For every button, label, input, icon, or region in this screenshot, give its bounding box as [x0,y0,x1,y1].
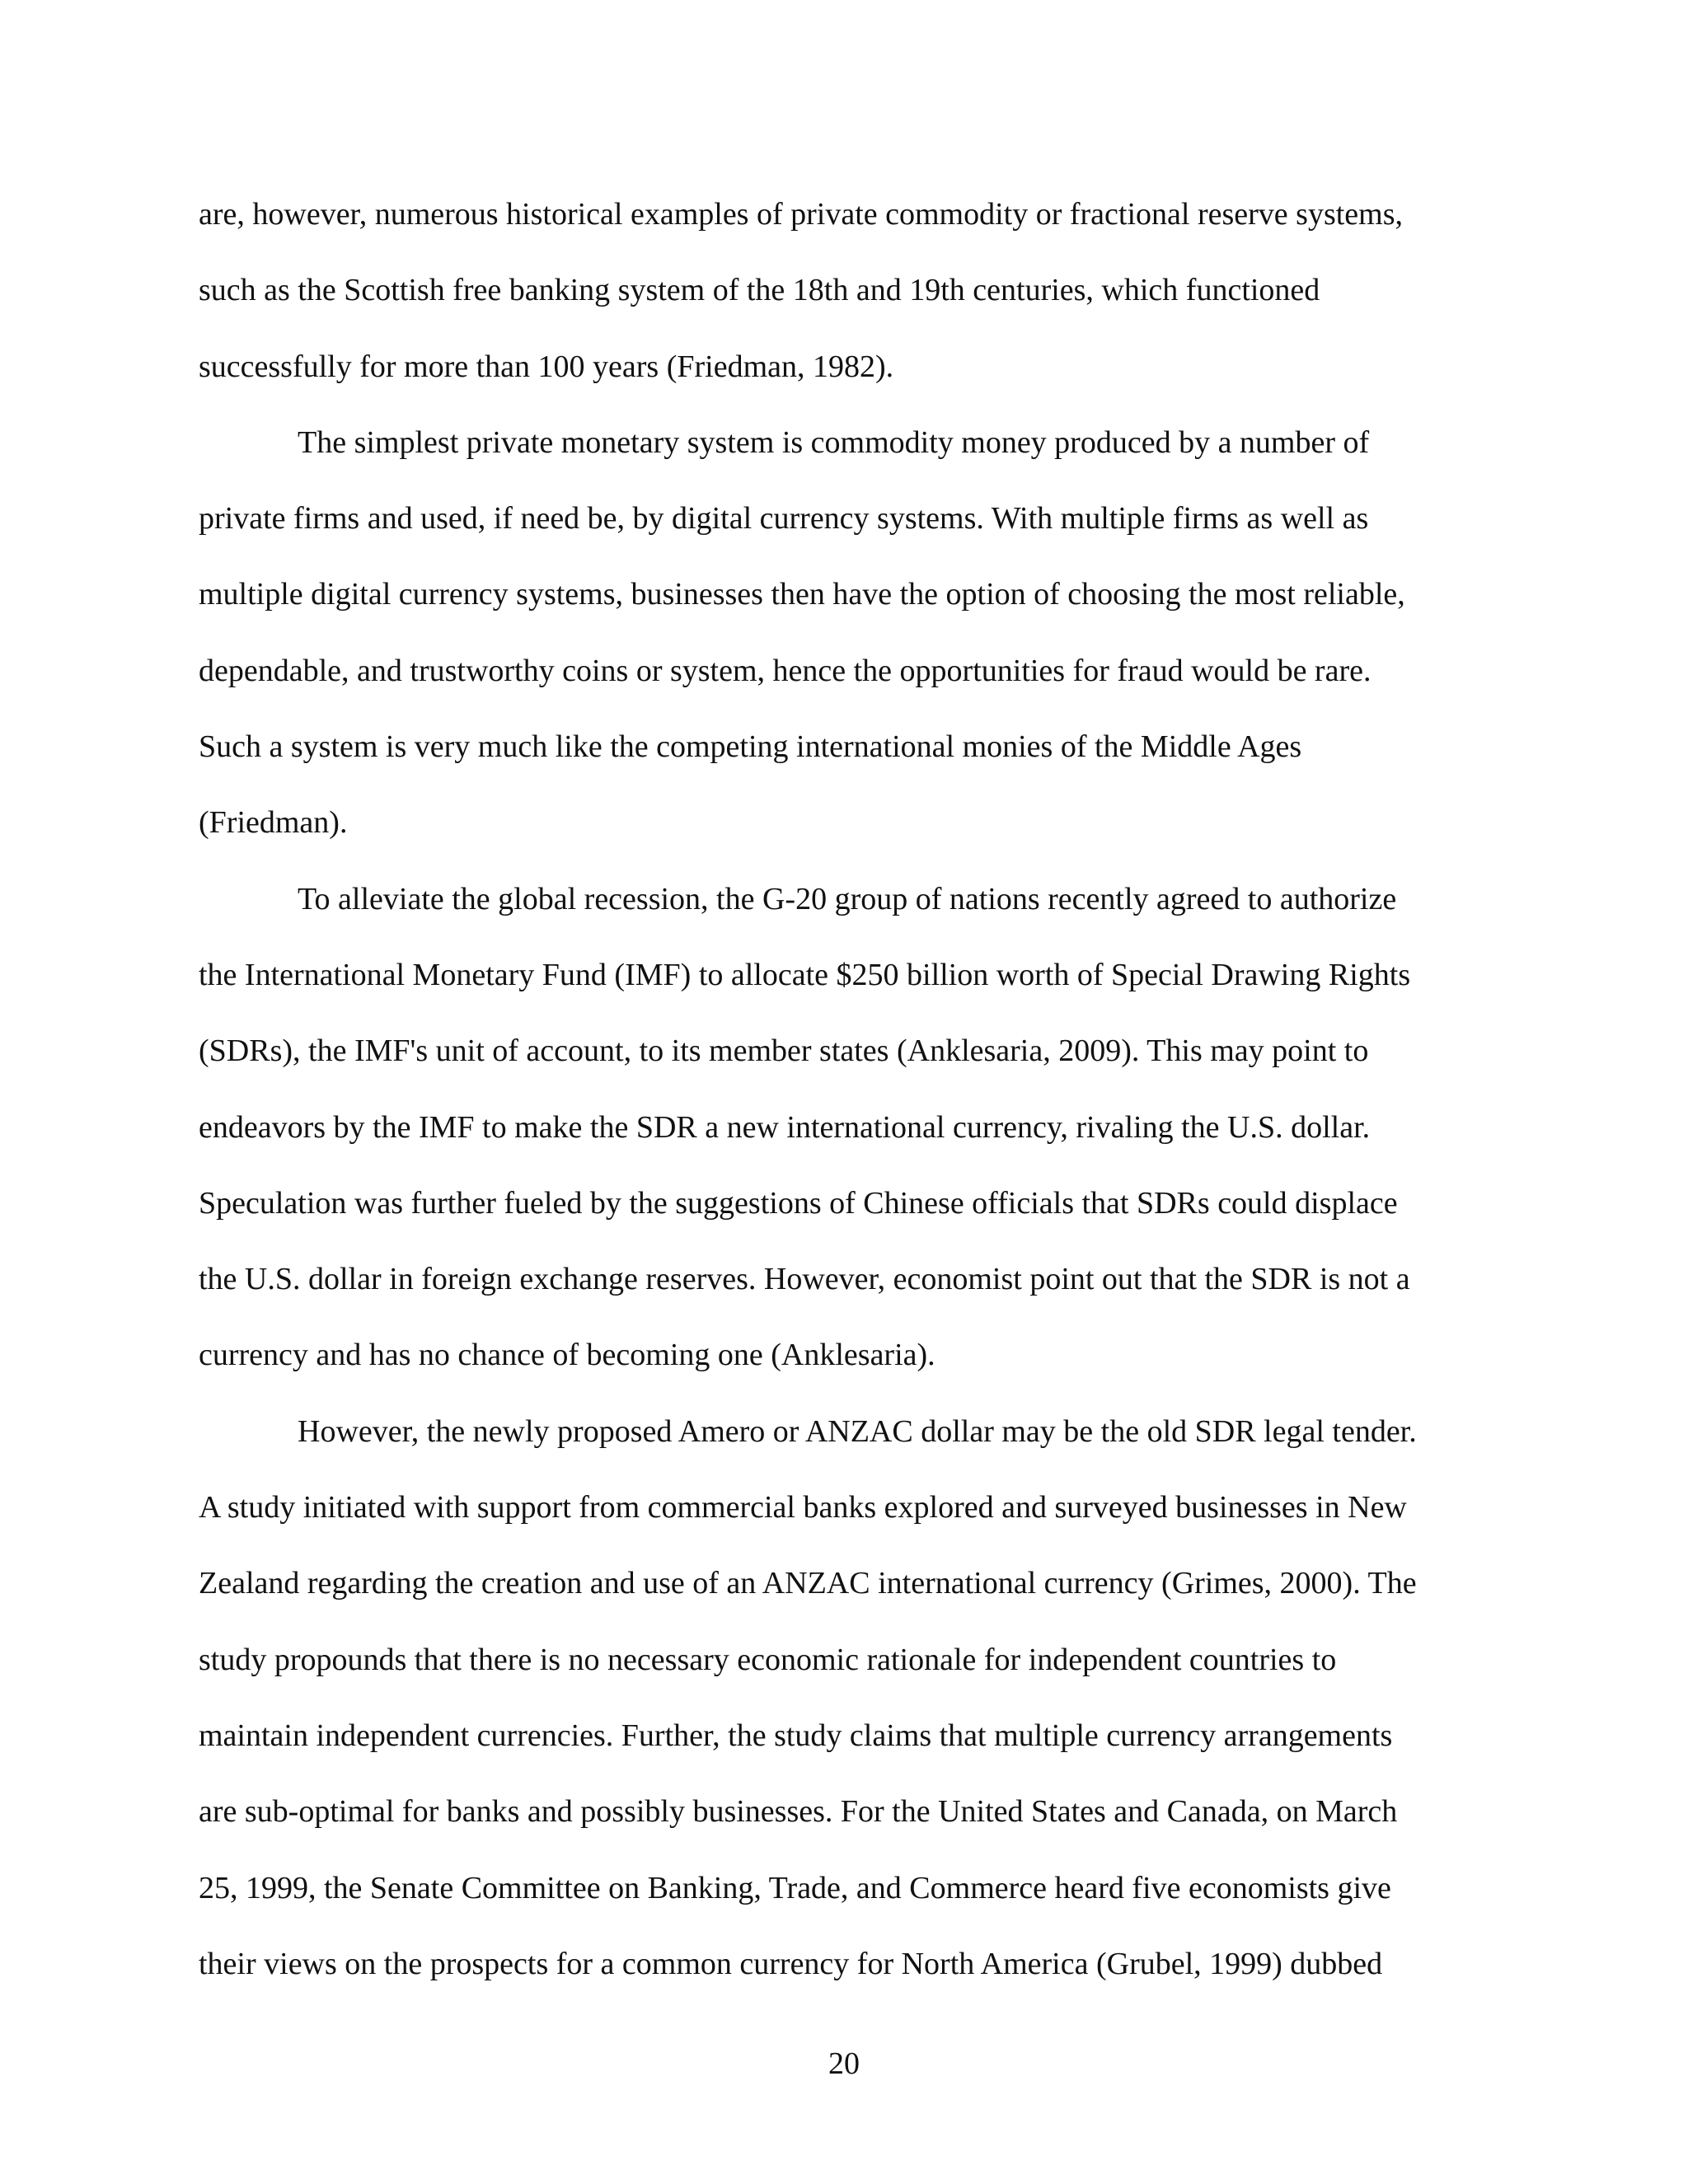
text-line: However, the newly proposed Amero or ANZAC dollar may be the old SDR legal tender. [298,1413,1417,1449]
text-line: maintain independent currencies. Further, the study claims that multiple currency arrangements [199,1718,1393,1753]
text-line: (SDRs), the IMF's unit of account, to its member states (Anklesaria, 2009). This may point to [199,1033,1369,1069]
text-line: the International Monetary Fund (IMF) to allocate $250 billion worth of Special Drawing Rights [199,957,1411,992]
text-line: Speculation was further fueled by the suggestions of Chinese officials that SDRs could displace [199,1185,1398,1221]
text-line: endeavors by the IMF to make the SDR a new international currency, rivaling the U.S. dollar. [199,1109,1371,1145]
text-line: A study initiated with support from commercial banks explored and surveyed businesses in New [199,1490,1407,1526]
text-line: To alleviate the global recession, the G-20 group of nations recently agreed to authorize [298,881,1397,916]
body-text [199,190,1493,2016]
text-line: successfully for more than 100 years (Friedman, 1982). [199,349,894,384]
text-line: currency and has no chance of becoming one (Anklesaria). [199,1338,935,1373]
text-line: are sub-optimal for banks and possibly businesses. For the United States and Canada, on March [199,1794,1398,1830]
text-line: 25, 1999, the Senate Committee on Banking, Trade, and Commerce heard five economists give [199,1870,1391,1905]
text-line: their views on the prospects for a common currency for North America (Grubel, 1999) dubbed [199,1946,1383,1981]
text-line: private firms and used, if need be, by digital currency systems. With multiple firms as well as [199,501,1369,537]
text-line: the U.S. dollar in foreign exchange reserves. However, economist point out that the SDR is not a [199,1262,1410,1297]
text-line: (Friedman). [199,805,348,841]
text-line: study propounds that there is no necessary economic rationale for independent countries to [199,1642,1337,1677]
page-number: 20 [828,2046,860,2081]
text-line: multiple digital currency systems, businesses then have the option of choosing the most reliable, [199,577,1405,612]
text-line: Such a system is very much like the competing international monies of the Middle Ages [199,729,1302,765]
text-line: The simplest private monetary system is commodity money produced by a number of [298,424,1370,460]
text-line: Zealand regarding the creation and use of an ANZAC international currency (Grimes, 2000). The [199,1566,1417,1601]
text-line: dependable, and trustworthy coins or system, hence the opportunities for fraud would be rare. [199,653,1372,688]
text-line: are, however, numerous historical examples of private commodity or fractional reserve systems, [199,197,1403,232]
text-line: such as the Scottish free banking system of the 18th and 19th centuries, which functioned [199,273,1320,308]
